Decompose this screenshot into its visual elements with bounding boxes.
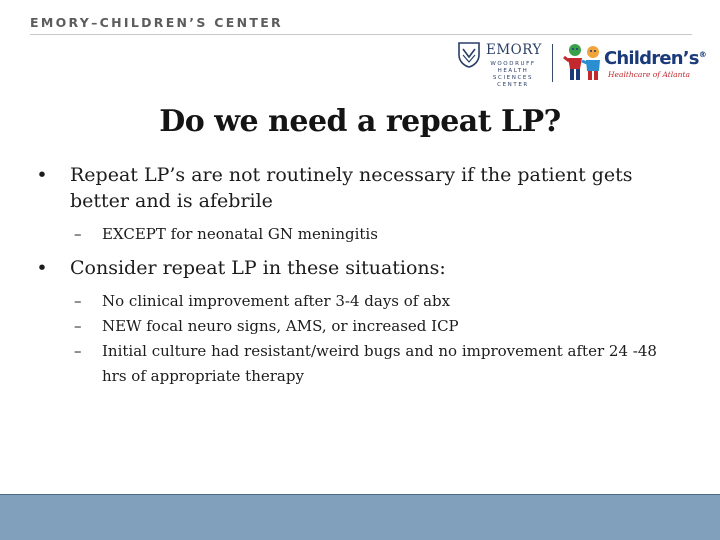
childrens-wordmark: Children’s® bbox=[604, 48, 706, 69]
bullet-mark: • bbox=[36, 164, 48, 186]
sub-bullet-item bbox=[32, 314, 682, 339]
bullet-item bbox=[32, 162, 682, 214]
logo-divider bbox=[552, 44, 553, 82]
dash-mark: – bbox=[74, 225, 82, 243]
sub-bullet-text: NEW focal neuro signs, AMS, or increased ICP bbox=[102, 317, 459, 335]
sub-bullet-text: Initial culture had resistant/weird bugs and no improvement after 24 -48 hrs of appropriate therapy bbox=[102, 342, 657, 385]
dash-mark: – bbox=[74, 292, 82, 310]
slide-content bbox=[32, 162, 682, 389]
header-rule bbox=[30, 34, 692, 35]
bullet-item bbox=[32, 255, 682, 281]
bullet-mark: • bbox=[36, 257, 48, 279]
slide-title: Do we need a repeat LP? bbox=[159, 104, 561, 139]
bullet-text: Consider repeat LP in these situations: bbox=[70, 257, 446, 279]
emory-wordmark: EMORY bbox=[486, 42, 542, 58]
header-organization: EMORY–CHILDREN’S CENTER bbox=[30, 15, 283, 30]
childrens-subtitle: Healthcare of Atlanta bbox=[608, 70, 690, 79]
bullet-text: Repeat LP’s are not routinely necessary if the patient gets better and is afebrile bbox=[70, 164, 633, 212]
emory-logo bbox=[458, 42, 542, 92]
sub-bullet-text: EXCEPT for neonatal GN meningitis bbox=[102, 225, 378, 243]
sub-bullet-item bbox=[32, 339, 682, 389]
kids-figure-icon bbox=[562, 42, 606, 82]
shield-icon bbox=[458, 42, 480, 68]
dash-mark: – bbox=[74, 317, 82, 335]
dash-mark: – bbox=[74, 342, 82, 360]
childrens-logo bbox=[562, 42, 706, 84]
footer-bar bbox=[0, 495, 720, 540]
emory-subtitle: WOODRUFF HEALTH SCIENCES CENTER bbox=[490, 61, 536, 88]
sub-bullet-item bbox=[32, 289, 682, 314]
sub-bullet-text: No clinical improvement after 3-4 days of abx bbox=[102, 292, 451, 310]
sub-bullet-item bbox=[32, 222, 682, 247]
